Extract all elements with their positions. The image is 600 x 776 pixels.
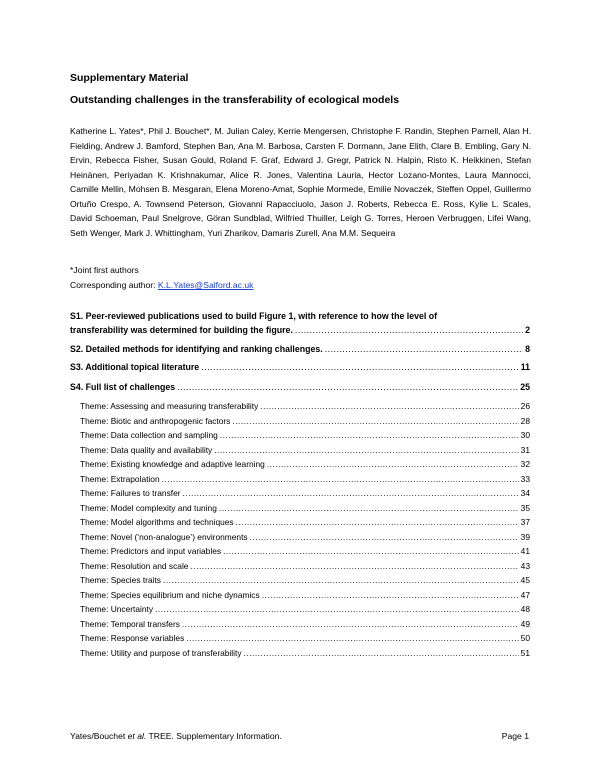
- paper-title: Outstanding challenges in the transferability of ecological models: [70, 94, 400, 106]
- toc-theme-entry[interactable]: [80, 472, 530, 487]
- page-number: Page 1: [501, 731, 529, 741]
- toc-s2-page: 8: [525, 344, 530, 354]
- theme-label: Theme: Predictors and input variables: [80, 546, 222, 556]
- theme-page: 30: [520, 430, 530, 440]
- toc-leader: [186, 631, 518, 646]
- toc-leader: [325, 344, 523, 354]
- theme-label: Theme: Extrapolation: [80, 473, 160, 484]
- toc-theme-entry[interactable]: [80, 602, 530, 617]
- toc-theme-entry[interactable]: [80, 544, 530, 559]
- toc-theme-entry[interactable]: [80, 457, 530, 472]
- toc-theme-entry[interactable]: [80, 588, 530, 603]
- toc-theme-entry[interactable]: [80, 428, 530, 443]
- toc-leader: [162, 472, 519, 487]
- corresponding-author-line: [70, 280, 253, 290]
- toc-leader: [267, 457, 519, 472]
- toc-s1-line1: S1. Peer-reviewed publications used to build Figure 1, with reference to how the level of: [70, 311, 438, 321]
- theme-label: Theme: Temporal transfers: [80, 618, 180, 629]
- toc-s4-label: S4. Full list of challenges: [70, 382, 176, 392]
- toc-theme-entry[interactable]: [80, 559, 530, 574]
- toc-leader: [262, 588, 519, 603]
- toc-s4-page: 25: [520, 382, 530, 392]
- toc-entry-s3[interactable]: [70, 362, 530, 372]
- theme-page: 48: [520, 604, 530, 614]
- footer-suffix: TREE. Supplementary Information.: [146, 731, 282, 741]
- author-list: Katherine L. Yates*, Phil J. Bouchet*, M. Julian Caley, Kerrie Mengersen, Christophe F. Randin, Stephen Parnell, Alan H. Fielding, Andrew J. Bamford, Stephen Ban, Ana M. Barbosa, Carsten F. Dormann, Jane Elith, Clare B. Embling, Gary N. Ervin, Rebecca Fisher, Susan Gould, Roland F. Graf, Edward J. Gregr, Patrick N. Halpin, Risto K. Heikkinen, Stefan Heinänen, Periyadan K. Krishnakumar, Alice R. Jones, Valentina Lauria, Hector Lozano-Montes, Laura Mannocci, Camille Mellin, Mohsen B. Mesgaran, Elena Moreno-Amat, Sophie Mormede, Emilie Novaczek, Steffen Oppel, Guillermo Ortuño Crespo, A. Townsend Peterson, Giovanni Rapacciuolo, Jason J. Roberts, Rebecca E. Ross, Kylie L. Scales, David Schoeman, Paul Snelgrove, Göran Sundblad, Wilfried Thuiller, Leigh G. Torres, Heroen Verbruggen, Lifei Wang, Seth Wenger, Mark J. Whittingham, Yuri Zharikov, Damaris Zurell, Ana M.M. Sequeira: [70, 126, 531, 238]
- toc-theme-entry[interactable]: [80, 631, 530, 646]
- toc-leader: [201, 362, 518, 372]
- footer-italic: et al.: [127, 731, 147, 741]
- theme-page: 39: [520, 531, 530, 542]
- toc-leader: [260, 399, 518, 414]
- theme-page: 49: [520, 618, 530, 629]
- theme-label: Theme: Data collection and sampling: [80, 430, 218, 440]
- toc-theme-entry[interactable]: [80, 399, 530, 414]
- theme-page: 33: [520, 473, 530, 484]
- toc-entry-s4[interactable]: [70, 382, 530, 392]
- theme-page: 41: [520, 546, 530, 556]
- theme-label: Theme: Resolution and scale: [80, 560, 189, 571]
- toc-leader: [232, 414, 518, 429]
- theme-label: Theme: Biotic and anthropogenic factors: [80, 415, 231, 426]
- theme-label: Theme: Assessing and measuring transferability: [80, 401, 259, 411]
- theme-page: 35: [520, 502, 530, 513]
- toc-leader: [190, 559, 518, 574]
- toc-leader: [223, 544, 519, 559]
- toc-leader: [219, 501, 519, 516]
- theme-page: 45: [520, 575, 530, 585]
- toc-leader: [214, 443, 518, 458]
- page-title: Supplementary Material: [70, 72, 189, 84]
- toc-s1-line2: transferability was determined for building the figure.: [70, 325, 293, 335]
- toc-s3-page: 11: [520, 362, 530, 372]
- theme-label: Theme: Model algorithms and techniques: [80, 517, 234, 527]
- theme-page: 43: [520, 560, 530, 571]
- toc-theme-entry[interactable]: [80, 617, 530, 632]
- toc-leader: [220, 428, 519, 443]
- theme-list: [80, 399, 530, 660]
- toc-leader: [163, 573, 519, 588]
- corresponding-email-link[interactable]: K.L.Yates@Salford.ac.uk: [157, 280, 254, 290]
- toc-leader: [244, 646, 519, 661]
- corresponding-author-label: Corresponding author:: [70, 280, 158, 290]
- theme-label: Theme: Species traits: [80, 575, 161, 585]
- theme-page: 47: [520, 589, 530, 600]
- theme-page: 37: [520, 517, 530, 527]
- theme-page: 34: [520, 488, 530, 498]
- toc-theme-entry[interactable]: [80, 530, 530, 545]
- theme-label: Theme: Model complexity and tuning: [80, 502, 217, 513]
- theme-label: Theme: Data quality and availability: [80, 444, 213, 455]
- toc-theme-entry[interactable]: [80, 443, 530, 458]
- theme-page: 50: [520, 633, 530, 643]
- toc-leader: [236, 515, 519, 530]
- toc-leader: [177, 382, 518, 392]
- theme-label: Theme: Utility and purpose of transferability: [80, 647, 242, 658]
- theme-label: Theme: Species equilibrium and niche dynamics: [80, 589, 260, 600]
- theme-label: Theme: Response variables: [80, 633, 185, 643]
- theme-label: Theme: Existing knowledge and adaptive learning: [80, 459, 265, 469]
- toc-s2-label: S2. Detailed methods for identifying and ranking challenges.: [70, 344, 323, 354]
- theme-label: Theme: Uncertainty: [80, 604, 154, 614]
- toc-theme-entry[interactable]: [80, 515, 530, 530]
- toc-theme-entry[interactable]: [80, 414, 530, 429]
- toc-s3-label: S3. Additional topical literature: [70, 362, 200, 372]
- joint-authors-note: *Joint first authors: [70, 265, 139, 275]
- toc-s1-page: 2: [525, 325, 530, 335]
- toc-entry-s2[interactable]: [70, 344, 530, 354]
- toc-leader: [182, 617, 519, 632]
- theme-label: Theme: Failures to transfer: [80, 488, 181, 498]
- theme-page: 26: [520, 401, 530, 411]
- toc-theme-entry[interactable]: [80, 501, 530, 516]
- footer-citation: [70, 731, 282, 741]
- toc-leader: [155, 602, 519, 617]
- toc-leader: [250, 530, 519, 545]
- theme-page: 28: [520, 415, 530, 426]
- footer-prefix: Yates/Bouchet: [70, 731, 128, 741]
- toc-theme-entry[interactable]: [80, 573, 530, 588]
- toc-entry-s1[interactable]: [70, 309, 530, 337]
- theme-label: Theme: Novel (‘non-analogue’) environments: [80, 531, 248, 542]
- toc-leader: [183, 486, 519, 501]
- toc-leader: [295, 323, 523, 337]
- theme-page: 51: [520, 647, 530, 658]
- toc-theme-entry[interactable]: [80, 486, 530, 501]
- theme-page: 31: [520, 444, 530, 455]
- toc-theme-entry[interactable]: [80, 646, 530, 661]
- theme-page: 32: [520, 459, 530, 469]
